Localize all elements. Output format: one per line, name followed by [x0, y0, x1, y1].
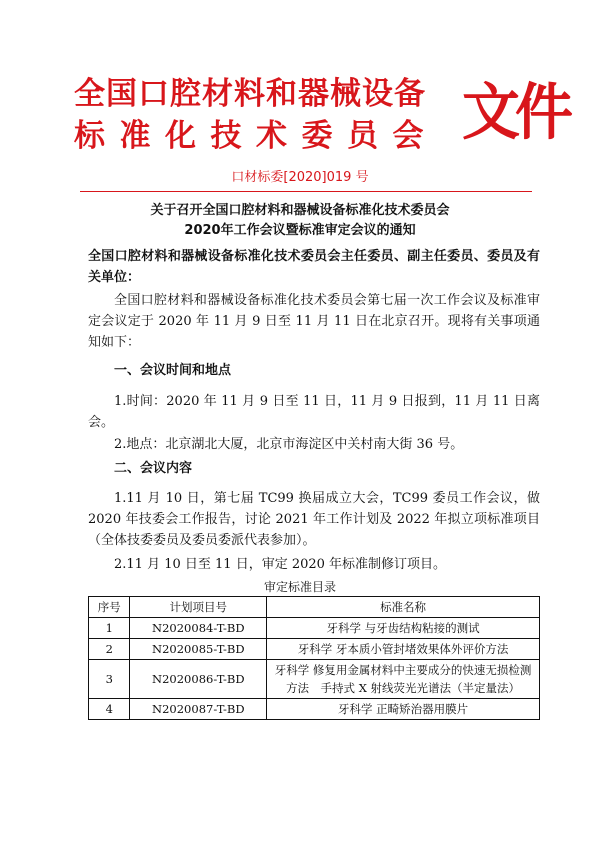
row-name: 牙科学 与牙齿结构粘接的测试 — [267, 618, 540, 639]
header-code: 计划项目号 — [130, 597, 267, 618]
table-row — [89, 699, 540, 720]
document-label: 文件 — [462, 76, 569, 148]
section1-heading: 一、会议时间和地点 — [114, 363, 232, 378]
table-row — [89, 660, 540, 699]
document-number: 口材标委[2020]019 号 — [231, 170, 369, 185]
standards-table — [88, 596, 540, 720]
issuer-name-line1: 全国口腔材料和器械设备 — [74, 76, 426, 112]
table-caption: 审定标准目录 — [263, 580, 336, 594]
row-no: 1 — [89, 618, 130, 639]
notice-title-line2: 2020年工作会议暨标准审定会议的通知 — [184, 223, 416, 238]
row-code: N2020086-T-BD — [130, 660, 267, 699]
table-row — [89, 639, 540, 660]
row-code: N2020084-T-BD — [130, 618, 267, 639]
addressee: 全国口腔材料和器械设备标准化技术委员会主任委员、副主任委员、委员及有关单位： — [88, 249, 540, 285]
header-name: 标准名称 — [267, 597, 540, 618]
header-no: 序号 — [89, 597, 130, 618]
section2-heading: 二、会议内容 — [114, 461, 193, 476]
notice-title-line1: 关于召开全国口腔材料和器械设备标准化技术委员会 — [150, 203, 450, 218]
table-row — [89, 618, 540, 639]
row-no: 2 — [89, 639, 130, 660]
row-code: N2020087-T-BD — [130, 699, 267, 720]
section1-time: 1.时间：2020 年 11 月 9 日至 11 日，11 月 9 日报到，11 月 11 日离会。 — [88, 394, 540, 430]
row-name: 牙科学 修复用金属材料中主要成分的快速无损检测方法 手持式 X 射线荧光光谱法（半定量法） — [267, 660, 540, 699]
issuer-name-line2: 标准化技术委员会 — [74, 118, 438, 154]
row-name: 牙科学 正畸矫治器用膜片 — [267, 699, 540, 720]
intro-paragraph: 全国口腔材料和器械设备标准化技术委员会第七届一次工作会议及标准审定会议定于 2020 年 11 月 9 日至 11 月 11 日在北京召开。现将有关事项通知如下： — [88, 293, 540, 350]
row-no: 3 — [89, 660, 130, 699]
section2-item2: 2.11 月 10 日至 11 日，审定 2020 年标准制修订项目。 — [114, 557, 447, 572]
section1-location: 2.地点：北京湖北大厦，北京市海淀区中关村南大街 36 号。 — [114, 437, 464, 452]
row-code: N2020085-T-BD — [130, 639, 267, 660]
row-no: 4 — [89, 699, 130, 720]
section2-item1: 1.11 月 10 日，第七届 TC99 换届成立大会，TC99 委员工作会议，做 2020 年技委会工作报告，讨论 2021 年工作计划及 2022 年拟立项标准项目（全体技委委员及委员委派代表参加）。 — [88, 491, 540, 548]
row-name: 牙科学 牙本质小管封堵效果体外评价方法 — [267, 639, 540, 660]
red-divider — [80, 191, 532, 192]
table-header-row — [89, 597, 540, 618]
